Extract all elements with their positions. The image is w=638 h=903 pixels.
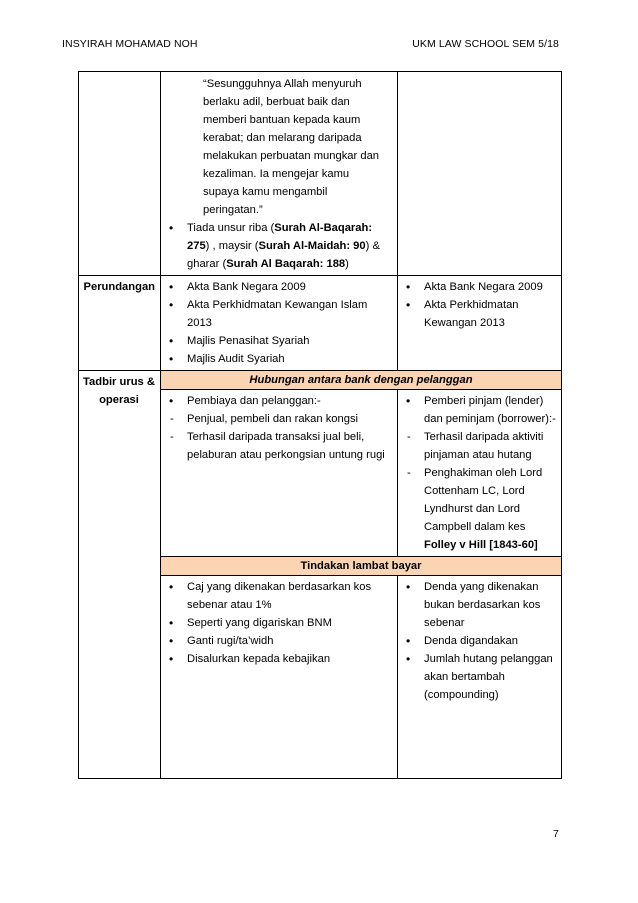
quran-quote: “Sesungguhnya Allah menyuruh berlaku adil, berbuat baik dan memberi bantuan kepada kaum kerabat; dan melarang daripada melakukan perbuatan mungkar dan kezaliman. Ia mengejar kamu supaya kamu mengambil peringatan.” xyxy=(203,78,380,216)
list-item: • Akta Perkhidmatan Kewangan Islam 2013 xyxy=(165,296,393,332)
list-item: • Pemberi pinjam (lender) dan peminjam (borrower):- xyxy=(402,392,557,428)
islamic-cell xyxy=(161,72,398,276)
row-label-tadbir: Tadbir urus & operasi xyxy=(79,371,161,779)
list-item: • Denda yang dikenakan bukan berdasarkan kos sebenar xyxy=(402,578,557,632)
list-item: • Disalurkan kepada kebajikan xyxy=(165,650,393,668)
list-item: - Terhasil daripada transaksi jual beli, pelaburan atau perkongsian untung rugi xyxy=(165,428,393,464)
header-course: UKM LAW SCHOOL SEM 5/18 xyxy=(412,38,559,50)
conventional-cell xyxy=(398,576,562,779)
list-item: • Denda digandakan xyxy=(402,632,557,650)
header-author: INSYIRAH MOHAMAD NOH xyxy=(62,38,198,50)
list-item: - Penjual, pembeli dan rakan kongsi xyxy=(165,410,393,428)
section-title-lambat-bayar: Tindakan lambat bayar xyxy=(161,557,562,576)
list-item: • Majlis Audit Syariah xyxy=(165,350,393,368)
list-item: - Terhasil daripada aktiviti pinjaman atau hutang xyxy=(402,428,557,464)
conventional-cell xyxy=(398,276,562,371)
list-item: • Seperti yang digariskan BNM xyxy=(165,614,393,632)
list-item: - Penghakiman oleh Lord Cottenham LC, Lord Lyndhurst dan Lord Campbell dalam kes Folley v Hill [1843-60] xyxy=(402,464,557,554)
table-row xyxy=(79,276,562,371)
row-label-perundangan: Perundangan xyxy=(79,276,161,371)
table-row xyxy=(79,72,562,276)
list-item: • Tiada unsur riba (Surah Al-Baqarah: 275) , maysir (Surah Al-Maidah: 90) & gharar (Surah Al Baqarah: 188) xyxy=(165,219,393,273)
empty-label-cell xyxy=(79,72,161,276)
list-item: • Akta Bank Negara 2009 xyxy=(402,278,557,296)
list-item: • Caj yang dikenakan berdasarkan kos sebenar atau 1% xyxy=(165,578,393,614)
list-item: • Pembiaya dan pelanggan:- xyxy=(165,392,393,410)
list-item: • Jumlah hutang pelanggan akan bertambah (compounding) xyxy=(402,650,557,704)
islamic-cell xyxy=(161,576,398,779)
list-item: • Majlis Penasihat Syariah xyxy=(165,332,393,350)
list-item: • Ganti rugi/ta’widh xyxy=(165,632,393,650)
page-number: 7 xyxy=(553,828,559,840)
table-row xyxy=(79,371,562,390)
comparison-table xyxy=(78,71,562,779)
islamic-cell xyxy=(161,276,398,371)
list-item: • Akta Bank Negara 2009 xyxy=(165,278,393,296)
conventional-cell xyxy=(398,72,562,276)
islamic-cell xyxy=(161,390,398,557)
conventional-cell xyxy=(398,390,562,557)
section-title-hubungan: Hubungan antara bank dengan pelanggan xyxy=(161,371,562,390)
list-item: • Akta Perkhidmatan Kewangan 2013 xyxy=(402,296,557,332)
